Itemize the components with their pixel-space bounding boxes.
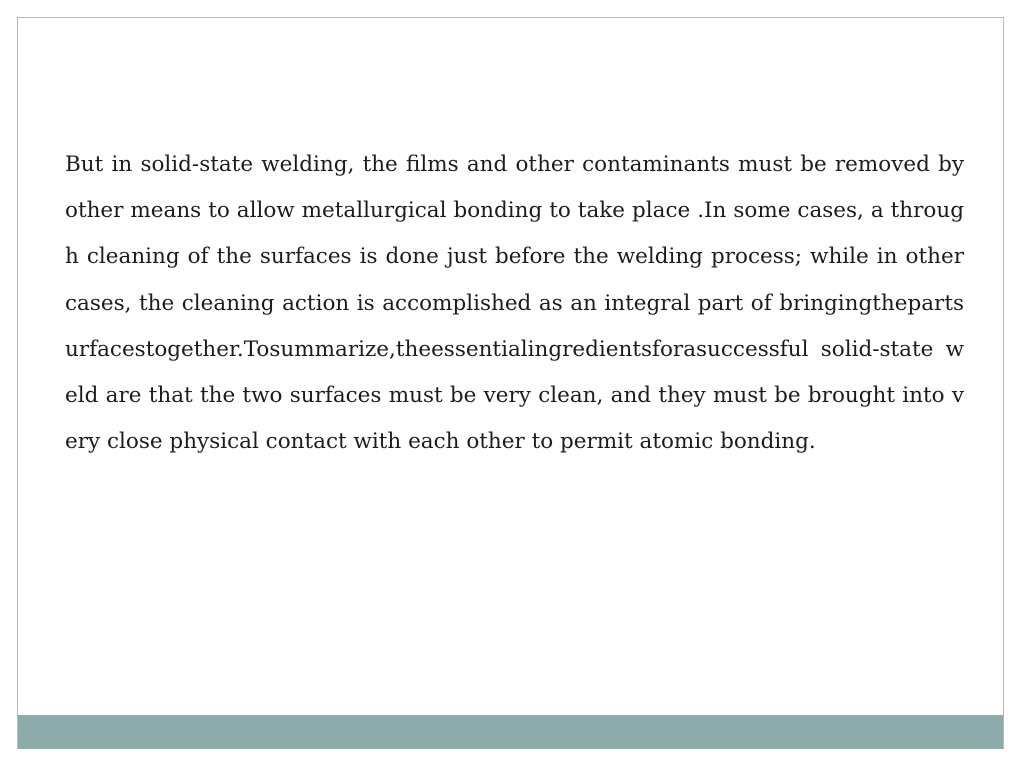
body-paragraph: But in solid-state welding, the films and other contaminants must be removed by other means to allow metallurgical bonding to take place .In some cases, a through cleaning of the surfaces is done just before the welding process; while in other cases, the cleaning action is accomplished as an integral part of bringingthepartsurfacestogether.Tosummarize,theessentialingredientsforasuccessful solid-state weld are that the two surfaces must be very clean, and they must be brought into very close physical contact with each other to permit atomic bonding. — [65, 152, 964, 455]
footer-bar — [18, 715, 1003, 749]
slide — [17, 17, 1004, 749]
